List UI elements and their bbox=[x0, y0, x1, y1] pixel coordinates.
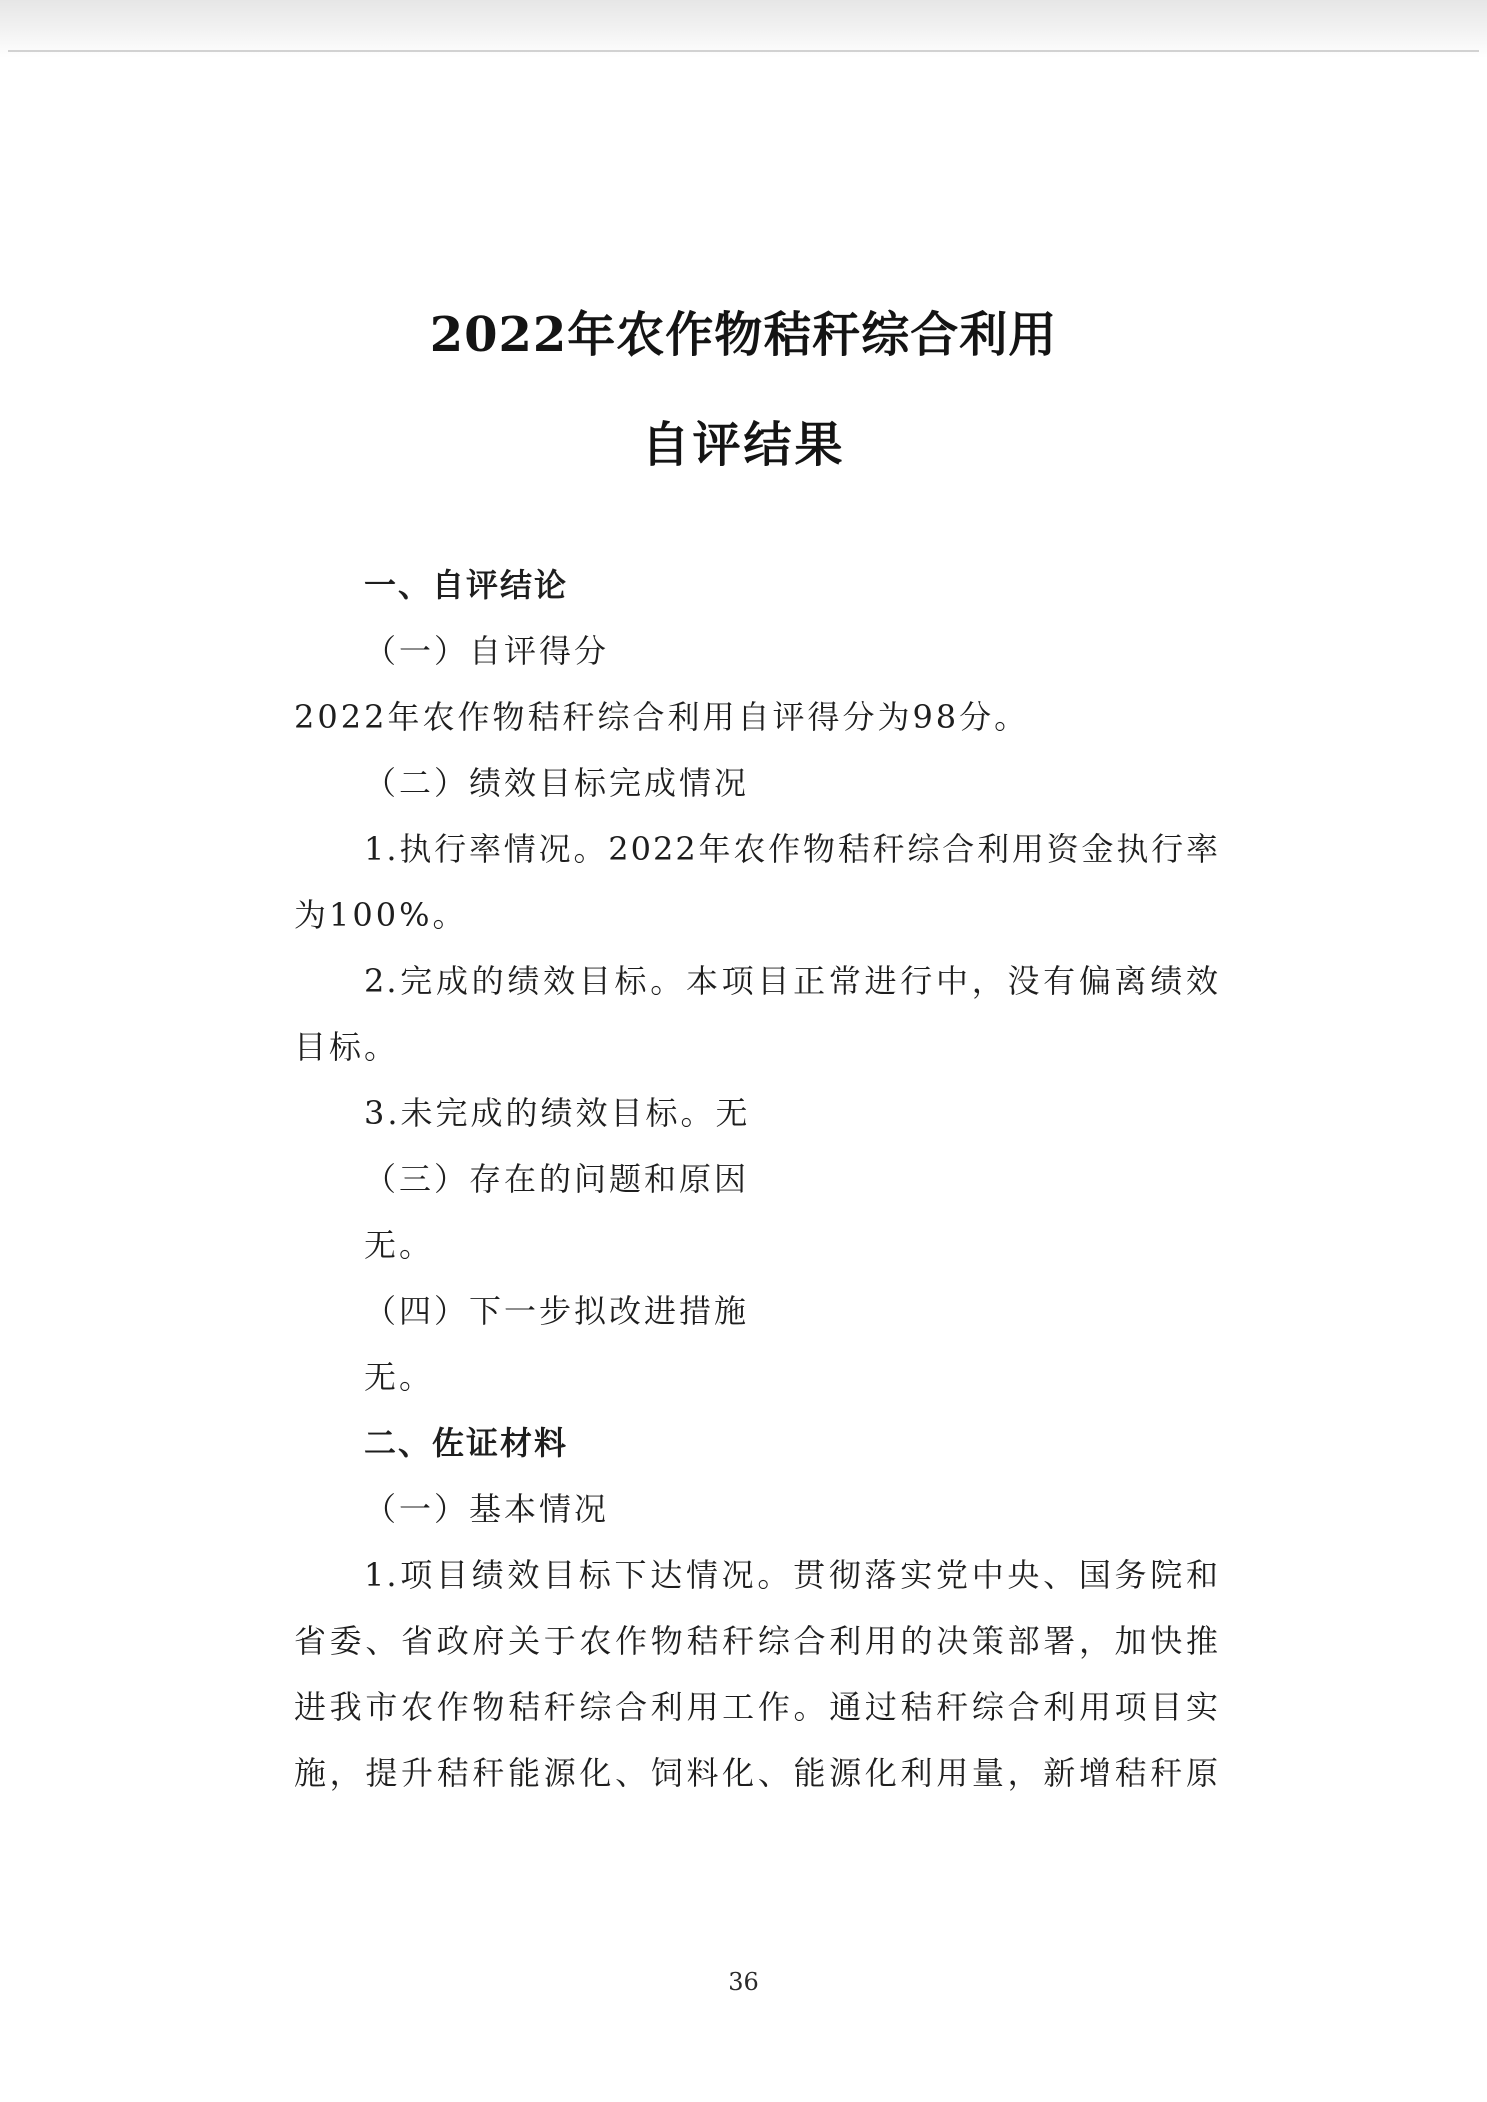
basic-info-paragraph-line-2: 省委、省政府关于农作物秸秆综合利用的决策部署，加快推 bbox=[294, 1622, 1220, 1660]
problems-text: 无。 bbox=[364, 1226, 435, 1264]
completed-goals-line-1: 2.完成的绩效目标。本项目正常进行中，没有偏离绩效 bbox=[364, 962, 1220, 1000]
improvements-text: 无。 bbox=[364, 1358, 435, 1396]
subsection-heading-improvements: （四）下一步拟改进措施 bbox=[364, 1292, 750, 1330]
document-body bbox=[294, 552, 1220, 1806]
uncompleted-goals: 3.未完成的绩效目标。无 bbox=[364, 1094, 751, 1132]
basic-info-paragraph-line-1: 1.项目绩效目标下达情况。贯彻落实党中央、国务院和 bbox=[364, 1556, 1220, 1594]
score-statement: 2022年农作物秸秆综合利用自评得分为98分。 bbox=[294, 698, 1030, 736]
subsection-heading-problems: （三）存在的问题和原因 bbox=[364, 1160, 750, 1198]
subsection-heading-score: （一）自评得分 bbox=[364, 632, 610, 670]
subsection-heading-basic-info: （一）基本情况 bbox=[364, 1490, 610, 1528]
section-heading-supporting-materials: 二、佐证材料 bbox=[364, 1424, 569, 1462]
page-number: 36 bbox=[728, 1968, 759, 1996]
completed-goals-line-2: 目标。 bbox=[294, 1028, 400, 1066]
execution-rate-line-2: 为100%。 bbox=[294, 896, 468, 934]
document-subtitle: 自评结果 bbox=[641, 417, 846, 473]
subsection-heading-performance-goals: （二）绩效目标完成情况 bbox=[364, 764, 750, 802]
basic-info-paragraph-line-3: 进我市农作物秸秆综合利用工作。通过秸秆综合利用项目实 bbox=[294, 1688, 1220, 1726]
execution-rate-line-1: 1.执行率情况。2022年农作物秸秆综合利用资金执行率 bbox=[364, 830, 1220, 868]
document-title: 2022年农作物秸秆综合利用 bbox=[429, 307, 1058, 363]
basic-info-paragraph-line-4: 施，提升秸秆能源化、饲料化、能源化利用量，新增秸秆原 bbox=[294, 1754, 1220, 1792]
section-heading-self-evaluation-conclusion: 一、自评结论 bbox=[364, 566, 569, 604]
